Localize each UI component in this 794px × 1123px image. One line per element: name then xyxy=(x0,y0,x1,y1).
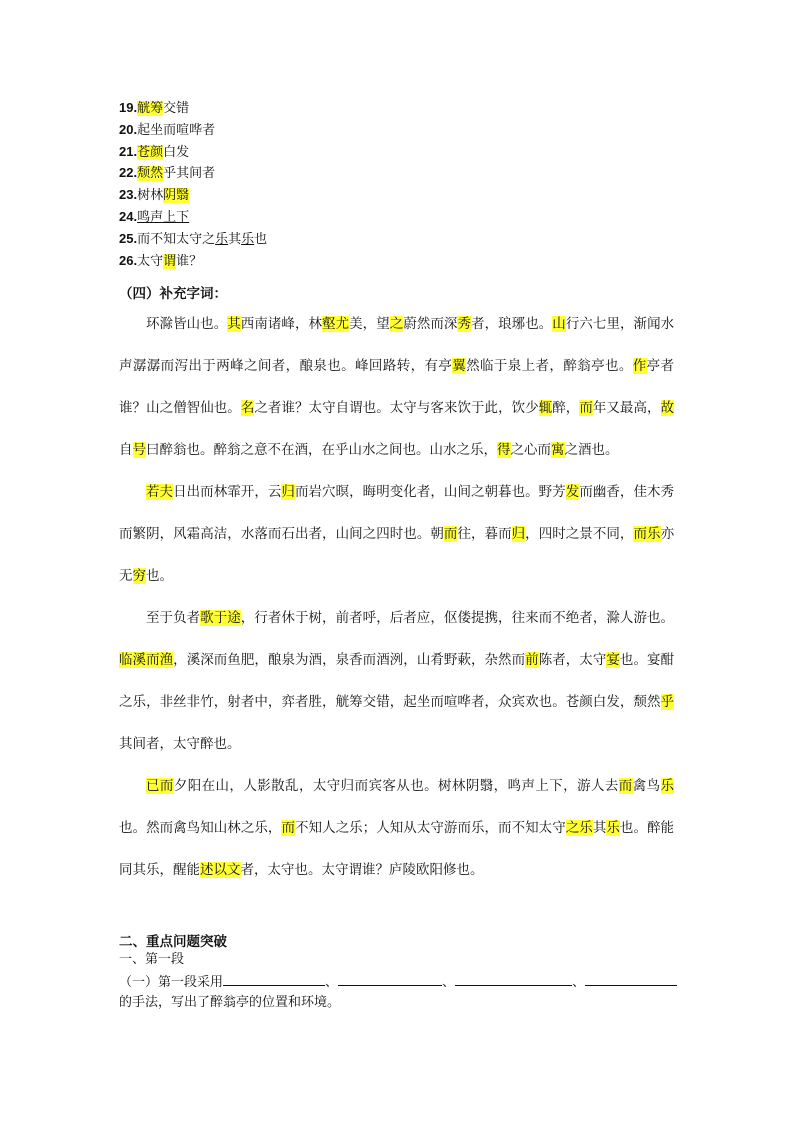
vocab-number: 19. xyxy=(119,100,138,115)
vocab-item xyxy=(119,229,267,251)
vocab-number: 21. xyxy=(119,143,138,159)
highlighted-word: 若夫 xyxy=(146,484,174,500)
text-run: 夕阳在山，人影散乱，太守归而宾客从也。树林阴翳，鸣声上下，游人去 xyxy=(173,778,619,794)
highlighted-word: 临溪而渔 xyxy=(119,652,174,668)
paragraph-1 xyxy=(119,303,674,471)
text-run: 美，望 xyxy=(349,316,390,332)
text-run: 而幽香，佳木秀而繁阴，风霜高洁，水落而石出者，山间之四时也。朝 xyxy=(119,484,675,542)
vocab-number: 24. xyxy=(119,208,138,224)
text-run: 谁？ xyxy=(176,253,203,269)
separator: 、 xyxy=(325,975,339,990)
highlighted-word: 名 xyxy=(240,400,255,416)
text-run: 年又最高， xyxy=(592,400,661,416)
text-run: 者，琅琊也。 xyxy=(471,316,553,332)
text-run: 也。然而禽鸟知山林之乐， xyxy=(119,820,282,836)
underlined-word: 鸣声上下 xyxy=(137,209,190,225)
vocab-item xyxy=(119,207,267,229)
highlighted-word: 号 xyxy=(132,442,146,458)
separator: 、 xyxy=(572,975,586,990)
text-run: 也。宴酣之乐，非丝非竹，射者中，弈者胜，觥筹交错，起坐而喧哗者，众宾欢也。苍颜白发，颓然 xyxy=(119,652,675,710)
text-run: 蔚然而深 xyxy=(403,316,458,332)
text-run: 者，太守也。太守谓谁？庐陵欧阳修也。 xyxy=(240,862,484,878)
text-run: 其 xyxy=(228,231,242,247)
question-prefix: （一）第一段采用 xyxy=(119,975,224,990)
text-run: 不知人之乐；人知从太守游而乐，而不知太守 xyxy=(295,820,566,836)
text-run: ，行者休于树，前者呼，后者应，伛偻提携，往来而不绝者，滁人游也。 xyxy=(240,610,675,626)
text-run: 之者谁？太守自谓也。太守与客来饮于此，饮少 xyxy=(254,400,539,416)
vocab-item xyxy=(119,251,267,273)
text-run: 也。醉能同其乐，醒能 xyxy=(119,820,675,878)
text-run: 树林 xyxy=(137,188,164,204)
answer-blank-4[interactable] xyxy=(585,971,677,986)
text-run: ，四时之景不同， xyxy=(525,526,634,542)
paragraph-4 xyxy=(119,765,674,891)
text-run: 日出而林霏开，云 xyxy=(173,484,282,500)
highlighted-word: 乎 xyxy=(660,694,674,710)
text-run: 陈者，太守 xyxy=(538,652,607,668)
text-run: 交错 xyxy=(163,101,190,116)
text-run: 亦无 xyxy=(119,526,675,584)
highlighted-word: 得 xyxy=(497,442,511,458)
text-run: 曰醉翁也。醉翁之意不在酒，在乎山水之间也。山水之乐， xyxy=(146,442,497,458)
answer-blank-3[interactable] xyxy=(455,971,572,986)
text-run: 然临于泉上者，醉翁亭也。 xyxy=(466,358,633,374)
question-suffix: 的手法，写出了醉翁亭的位置和环境。 xyxy=(119,995,341,1010)
highlighted-word: 之乐 xyxy=(565,820,593,836)
vocab-item xyxy=(119,163,267,185)
vocab-number: 23. xyxy=(119,187,138,203)
vocab-list xyxy=(119,98,267,272)
paragraph-2 xyxy=(119,471,674,597)
highlighted-word: 谓 xyxy=(163,253,177,269)
text-run: 起坐而喧哗者 xyxy=(137,122,216,138)
highlighted-word: 而 xyxy=(281,820,295,836)
highlighted-word: 觥筹 xyxy=(137,101,164,116)
highlighted-word: 已而 xyxy=(146,778,174,794)
underlined-word: 乐 xyxy=(215,231,229,247)
highlighted-word: 穷 xyxy=(132,568,146,584)
vocab-number: 22. xyxy=(119,165,138,181)
text-run: 也。 xyxy=(146,568,173,584)
underlined-word: 乐 xyxy=(241,231,255,247)
highlighted-word: 作 xyxy=(632,358,647,374)
text-run: 禽鸟 xyxy=(632,778,661,794)
vocab-item xyxy=(119,98,267,120)
highlighted-word: 发 xyxy=(565,484,580,500)
text-run: 乎其间者 xyxy=(163,166,216,182)
section-title-supplement: （四）补充字词： xyxy=(119,286,227,302)
highlighted-word: 苍颜 xyxy=(137,144,164,160)
highlighted-word: 而 xyxy=(443,526,458,542)
highlighted-word: 颓然 xyxy=(137,166,164,182)
highlighted-word: 而 xyxy=(633,526,648,542)
subheading-first-paragraph: 一、第一段 xyxy=(119,952,185,967)
highlighted-word: 其 xyxy=(227,316,241,332)
vocab-number: 25. xyxy=(119,230,138,246)
highlighted-word: 归 xyxy=(511,526,526,542)
highlighted-word: 秀 xyxy=(457,316,472,332)
highlighted-word: 壑尤 xyxy=(322,316,350,332)
vocab-number: 20. xyxy=(119,121,138,137)
highlighted-word: 山 xyxy=(552,316,566,332)
text-run: 其 xyxy=(592,820,607,836)
text-run: 其间者，太守醉也。 xyxy=(119,736,241,752)
highlighted-word: 宴 xyxy=(606,652,620,668)
fill-in-question xyxy=(119,971,679,1013)
paragraph-3 xyxy=(119,597,674,765)
highlighted-word: 乐 xyxy=(660,778,675,794)
highlighted-word: 故 xyxy=(660,400,675,416)
text-run: 西南诸峰，林 xyxy=(240,316,323,332)
highlighted-word: 而 xyxy=(579,400,593,416)
vocab-item xyxy=(119,142,267,164)
highlighted-word: 翼 xyxy=(452,358,467,374)
highlighted-word: 归 xyxy=(281,484,295,500)
highlighted-word: 阴翳 xyxy=(163,188,190,204)
highlighted-word: 辄 xyxy=(538,400,553,416)
highlighted-word: 乐 xyxy=(606,820,620,836)
vocab-number: 26. xyxy=(119,252,138,268)
highlighted-word: 歌于途 xyxy=(200,610,241,626)
section-heading-key-problems: 二、重点问题突破 xyxy=(119,934,227,950)
vocab-item xyxy=(119,185,267,207)
vocab-item xyxy=(119,120,267,142)
answer-blank-2[interactable] xyxy=(338,971,442,986)
text-run: 太守 xyxy=(137,253,164,269)
text-run: 之酒也。 xyxy=(564,442,619,458)
text-run: 自 xyxy=(119,442,133,458)
text-run: 之心而 xyxy=(510,442,551,458)
text-run: 亭者谁？山之僧智仙也。 xyxy=(119,358,675,416)
highlighted-word: 述以文 xyxy=(200,862,241,878)
text-run: 白发 xyxy=(163,144,190,160)
highlighted-word: 之 xyxy=(389,316,404,332)
separator: 、 xyxy=(442,975,456,990)
text-run: 环滁皆山也。 xyxy=(146,316,228,332)
text-run: 往，暮而 xyxy=(457,526,512,542)
highlighted-word: 乐 xyxy=(647,526,661,542)
text-run: 行六七里，渐闻水声潺潺而泻出于两峰之间者，酿泉也。峰回路转，有亭 xyxy=(119,316,675,374)
highlighted-word: 前 xyxy=(525,652,539,668)
answer-blank-1[interactable] xyxy=(223,971,325,986)
highlighted-word: 寓 xyxy=(551,442,565,458)
text-run: 也 xyxy=(254,231,268,247)
text-run: 至于负者 xyxy=(146,610,201,626)
text-run: 而不知太守之 xyxy=(137,231,216,247)
highlighted-word: 而 xyxy=(618,778,633,794)
text-run: 而岩穴暝，晦明变化者，山间之朝暮也。野芳 xyxy=(294,484,566,500)
text-run: 醉， xyxy=(552,400,580,416)
text-run: ，溪深而鱼肥，酿泉为酒，泉香而酒洌，山肴野蔌，杂然而 xyxy=(173,652,526,668)
